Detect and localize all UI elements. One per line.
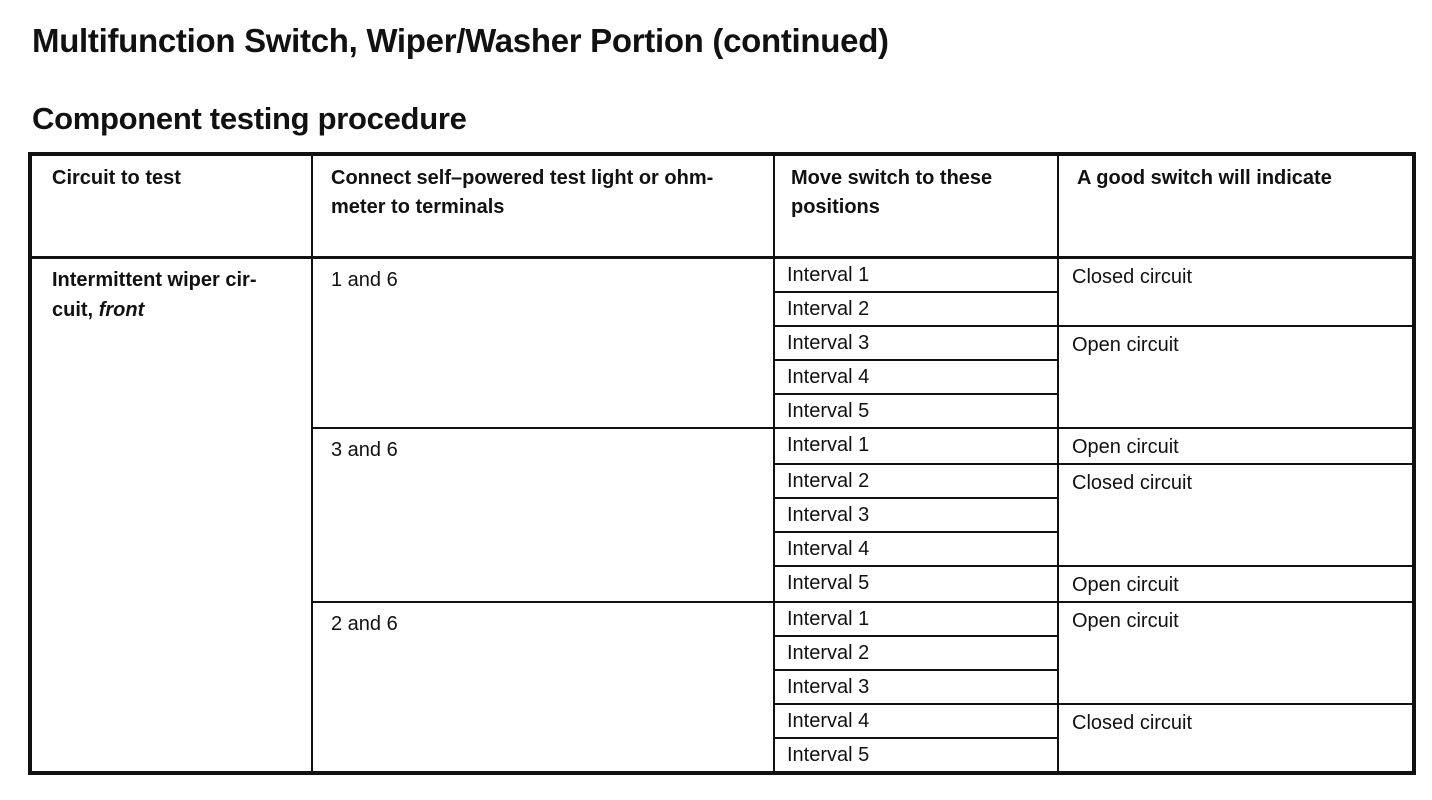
switch-position-cell: Interval 3 xyxy=(774,326,1058,360)
switch-position-cell: Interval 2 xyxy=(774,464,1058,498)
indication-cell: Open circuit xyxy=(1058,602,1414,704)
circuit-label: Intermittent wiper cir- cuit, xyxy=(52,269,257,321)
switch-position-cell: Interval 5 xyxy=(774,394,1058,428)
switch-position-cell: Interval 5 xyxy=(774,738,1058,773)
circuit-cell xyxy=(30,258,312,774)
switch-position-cell: Interval 4 xyxy=(774,532,1058,566)
terminals-cell: 1 and 6 xyxy=(312,258,774,429)
terminals-cell: 2 and 6 xyxy=(312,602,774,773)
header-connect-terminals: Connect self–powered test light or ohm- meter to terminals xyxy=(312,154,774,258)
switch-position-cell: Interval 4 xyxy=(774,704,1058,738)
page-title: Multifunction Switch, Wiper/Washer Portion (continued) xyxy=(32,22,889,59)
indication-cell: Open circuit xyxy=(1058,326,1414,428)
switch-position-cell: Interval 3 xyxy=(774,670,1058,704)
switch-position-cell: Interval 4 xyxy=(774,360,1058,394)
header-good-switch-indication: A good switch will indicate xyxy=(1058,154,1414,258)
switch-position-cell: Interval 2 xyxy=(774,292,1058,326)
table-row xyxy=(30,258,1414,293)
circuit-label-emphasis: front xyxy=(98,299,145,321)
switch-position-cell: Interval 3 xyxy=(774,498,1058,532)
component-testing-table xyxy=(28,152,1416,775)
switch-position-cell: Interval 2 xyxy=(774,636,1058,670)
indication-cell: Closed circuit xyxy=(1058,704,1414,773)
indication-cell: Closed circuit xyxy=(1058,258,1414,327)
indication-cell: Closed circuit xyxy=(1058,464,1414,566)
indication-cell: Open circuit xyxy=(1058,566,1414,602)
header-circuit-to-test: Circuit to test xyxy=(30,154,312,258)
switch-position-cell: Interval 5 xyxy=(774,566,1058,602)
table-body xyxy=(30,258,1414,774)
switch-position-cell: Interval 1 xyxy=(774,258,1058,293)
terminals-cell: 3 and 6 xyxy=(312,428,774,602)
switch-position-cell: Interval 1 xyxy=(774,602,1058,636)
header-switch-positions: Move switch to these positions xyxy=(774,154,1058,258)
table-header-row xyxy=(30,154,1414,258)
switch-position-cell: Interval 1 xyxy=(774,428,1058,464)
section-title: Component testing procedure xyxy=(32,101,467,136)
indication-cell: Open circuit xyxy=(1058,428,1414,464)
